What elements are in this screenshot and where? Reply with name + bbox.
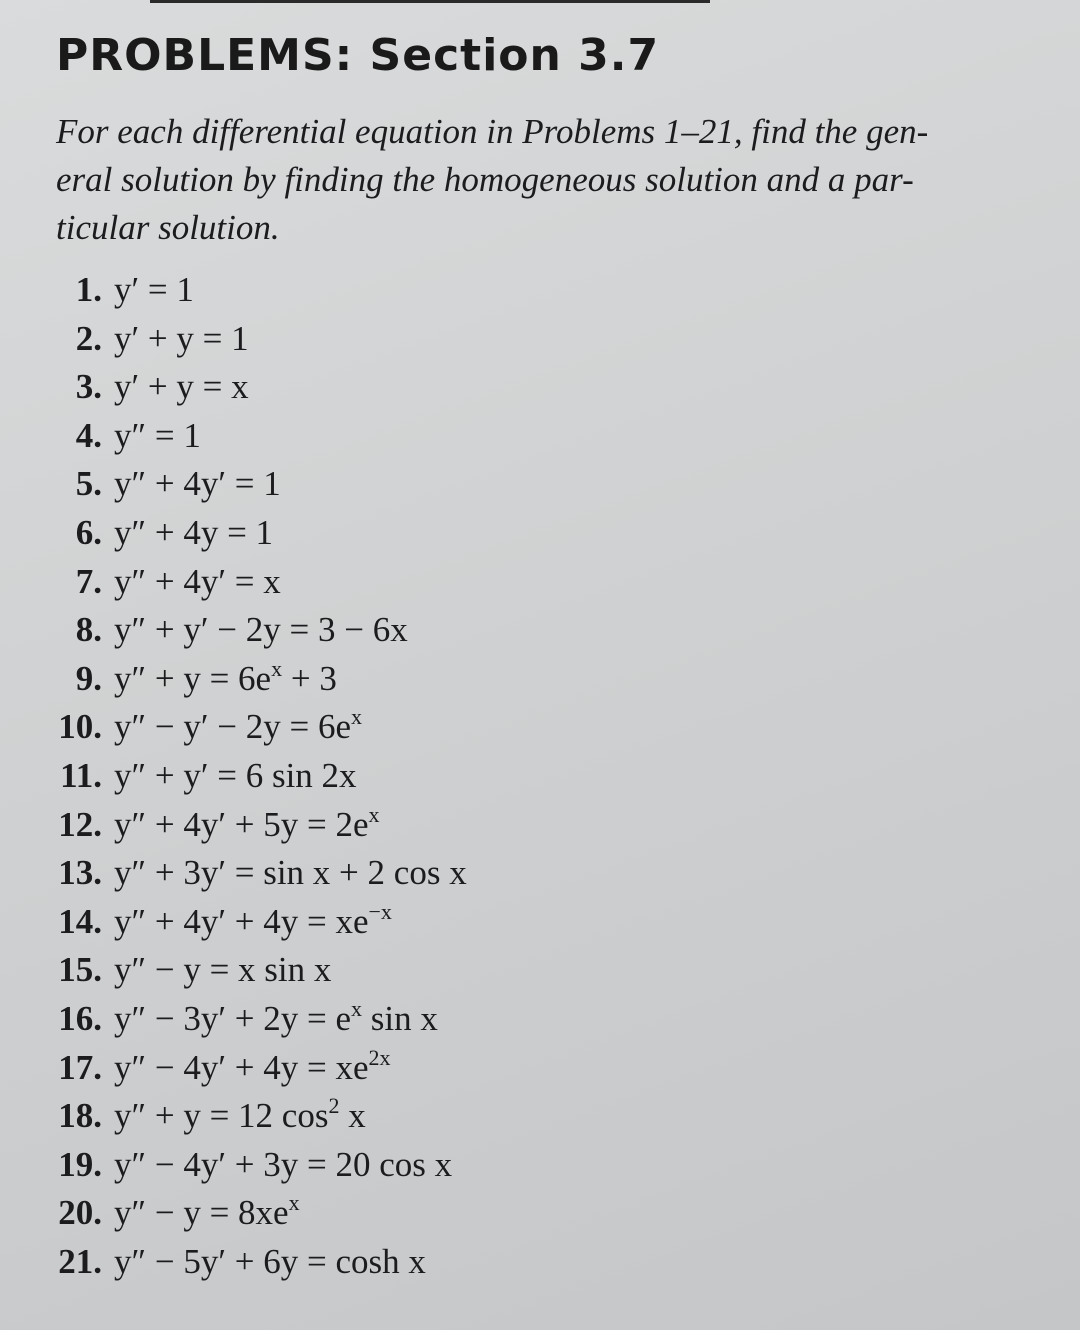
- instructions-paragraph: [56, 108, 1056, 252]
- problem-number: 5.: [75, 464, 102, 504]
- problem-item: [0, 363, 467, 412]
- problem-number: 16.: [58, 998, 102, 1038]
- problem-equation: y″ + y′ − 2y = 3 − 6x: [114, 610, 408, 650]
- problem-equation: $y'' + 4y' + 5y = 2e^x$: [114, 801, 380, 844]
- problem-number: 15.: [58, 950, 102, 990]
- problem-number: 19.: [58, 1144, 102, 1184]
- problem-number: 12.: [58, 804, 102, 844]
- problem-number: 3.: [75, 367, 102, 407]
- problem-item: [0, 412, 467, 461]
- problem-item: [0, 752, 467, 801]
- problem-item: [0, 558, 467, 607]
- problem-equation: y″ + 4y = 1: [114, 512, 274, 552]
- problem-number: 7.: [75, 561, 102, 601]
- top-rule: [150, 0, 710, 3]
- problem-number: 17.: [58, 1047, 102, 1087]
- problem-item: [0, 1238, 467, 1287]
- problem-number: 10.: [58, 707, 102, 747]
- problem-number: 2.: [75, 318, 102, 358]
- problem-item: [0, 509, 467, 558]
- problem-item: [0, 1044, 467, 1093]
- problem-item: [0, 1092, 467, 1141]
- problem-item: [0, 1141, 467, 1190]
- problem-number: 9.: [75, 658, 102, 698]
- instructions-line-3: ticular solution.: [56, 208, 280, 247]
- problem-equation: $y'' + y = 6e^x + 3$: [114, 655, 337, 698]
- problem-equation: y″ + 4y′ = x: [114, 561, 281, 601]
- problem-equation: $y'' - 3y' + 2y = e^x$ sin x: [114, 995, 438, 1038]
- problem-item: [0, 849, 467, 898]
- problem-number: 20.: [58, 1193, 102, 1233]
- problem-number: 1.: [75, 270, 102, 309]
- problem-equation: y″ = 1: [114, 415, 201, 455]
- problem-number: 13.: [58, 853, 102, 893]
- instructions-line-1: For each differential equation in Problems 1–21, find the gen-: [56, 112, 929, 151]
- instructions-line-2: eral solution by finding the homogeneous solution and a par-: [56, 160, 914, 199]
- problem-list: [0, 266, 467, 1286]
- problem-equation: $y'' - y' - 2y = 6e^x$: [114, 704, 362, 747]
- problem-equation: y″ + 4y′ = 1: [114, 464, 281, 504]
- problem-equation: y′ = 1: [114, 270, 194, 309]
- problem-equation: $y'' - y = 8xe^x$: [114, 1190, 300, 1233]
- problem-number: 4.: [75, 415, 102, 455]
- problem-number: 8.: [75, 610, 102, 650]
- problem-number: 18.: [58, 1096, 102, 1136]
- problem-item: [0, 315, 467, 364]
- problem-equation: y″ + y = 12 $\cos^2 x$: [114, 1093, 366, 1136]
- problem-number: 6.: [75, 512, 102, 552]
- section-heading: PROBLEMS: Section 3.7: [56, 30, 660, 81]
- problem-item: [0, 606, 467, 655]
- problem-equation: $y'' - 4y' + 4y = xe^{2x}$: [114, 1044, 391, 1087]
- problem-item: [0, 995, 467, 1044]
- problem-item: [0, 946, 467, 995]
- problem-equation: y″ − 5y′ + 6y = cosh x: [114, 1241, 426, 1281]
- problem-item: [0, 266, 467, 315]
- problem-equation: y″ + 3y′ = sin x + 2 cos x: [114, 853, 467, 893]
- problem-item: [0, 703, 467, 752]
- problem-item: [0, 801, 467, 850]
- problem-item: [0, 655, 467, 704]
- problem-equation: y″ + y′ = 6 sin 2x: [114, 755, 357, 795]
- problem-number: 21.: [58, 1241, 102, 1281]
- problem-equation: $y'' + 4y' + 4y = xe^{-x}$: [114, 898, 392, 941]
- problem-equation: y″ − y = x sin x: [114, 950, 332, 990]
- problem-item: [0, 898, 467, 947]
- problem-equation: y″ − 4y′ + 3y = 20 cos x: [114, 1144, 453, 1184]
- problem-number: 14.: [58, 901, 102, 941]
- problem-item: [0, 460, 467, 509]
- problem-equation: y′ + y = 1: [114, 318, 249, 358]
- problem-equation: y′ + y = x: [114, 367, 249, 407]
- problem-number: 11.: [60, 755, 102, 795]
- problem-item: [0, 1189, 467, 1238]
